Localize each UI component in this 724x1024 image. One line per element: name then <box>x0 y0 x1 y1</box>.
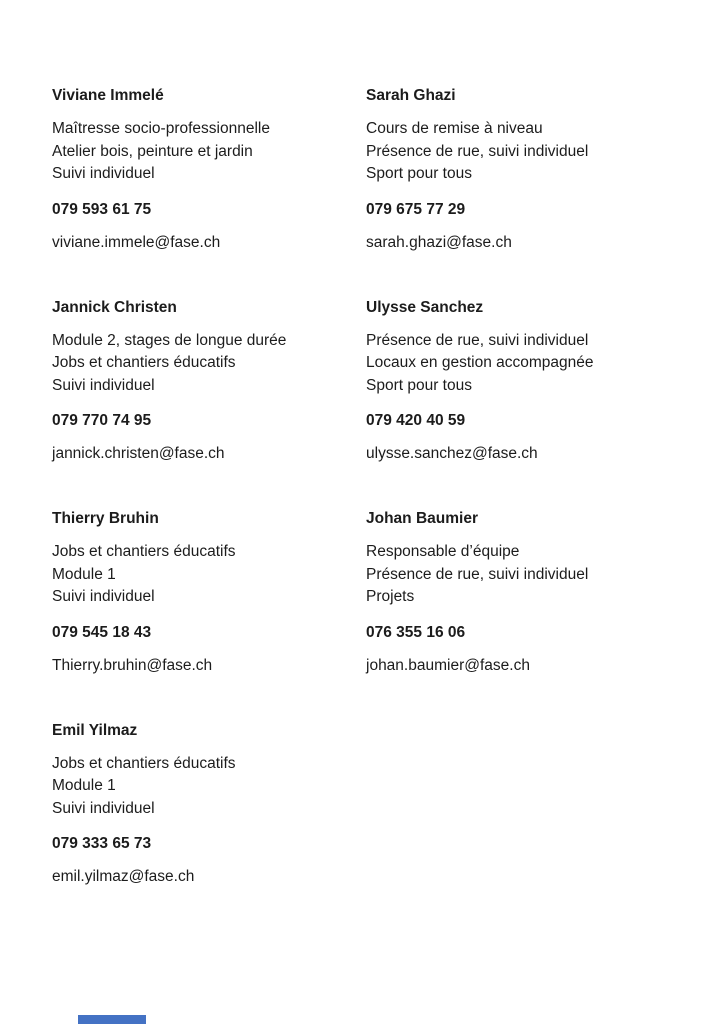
contact-role-line: Projets <box>366 588 415 605</box>
left-column <box>52 86 366 932</box>
contact-card <box>52 86 366 252</box>
contact-name: Jannick Christen <box>52 298 177 316</box>
contact-roles <box>52 753 366 821</box>
contact-email: viviane.immele@fase.ch <box>52 233 221 251</box>
contact-role-line: Suivi individuel <box>52 376 155 394</box>
contact-role-line: Présence de rue, suivi individuel <box>366 142 589 160</box>
contact-name: Sarah Ghazi <box>366 87 456 104</box>
contact-name: Thierry Bruhin <box>52 510 159 527</box>
contact-role-line: Module 1 <box>52 777 116 794</box>
contact-roles <box>366 118 694 186</box>
contact-role-line: Sport pour tous <box>366 376 472 394</box>
contact-phone: 079 545 18 43 <box>52 623 152 641</box>
contact-role-line: Présence de rue, suivi individuel <box>366 331 589 349</box>
contact-phone: 076 355 16 06 <box>366 623 466 641</box>
contact-email: ulysse.sanchez@fase.ch <box>366 445 538 462</box>
contact-role-line: Présence de rue, suivi individuel <box>366 565 589 583</box>
contact-email: sarah.ghazi@fase.ch <box>366 233 512 251</box>
contact-email: emil.yilmaz@fase.ch <box>52 868 195 885</box>
contact-roles <box>52 330 366 398</box>
contact-role-line: Locaux en gestion accompagnée <box>366 354 594 371</box>
contact-email: jannick.christen@fase.ch <box>52 445 225 462</box>
contact-name: Ulysse Sanchez <box>366 298 484 316</box>
contact-role-line: Cours de remise à niveau <box>366 120 543 137</box>
contact-card <box>366 86 694 252</box>
contact-roles <box>52 541 366 609</box>
contact-role-line: Sport pour tous <box>366 165 472 182</box>
contact-role-line: Suivi individuel <box>52 588 155 605</box>
contact-roles <box>366 541 694 609</box>
contact-phone: 079 333 65 73 <box>52 835 152 852</box>
contact-name: Viviane Immelé <box>52 87 164 104</box>
contact-role-line: Jobs et chantiers éducatifs <box>52 354 236 371</box>
contact-email: johan.baumier@fase.ch <box>366 656 530 674</box>
contact-role-line: Responsable d’équipe <box>366 543 520 560</box>
contact-role-line: Module 1 <box>52 565 116 583</box>
contact-phone: 079 420 40 59 <box>366 412 466 429</box>
contact-phone: 079 675 77 29 <box>366 200 466 218</box>
footer-bar <box>78 1015 146 1024</box>
contact-phone: 079 770 74 95 <box>52 412 152 429</box>
contact-roles <box>366 330 694 398</box>
contact-phone: 079 593 61 75 <box>52 200 152 218</box>
contact-name: Johan Baumier <box>366 510 478 527</box>
contact-role-line: Suivi individuel <box>52 165 155 182</box>
contact-card <box>52 721 366 887</box>
contact-card <box>52 298 366 464</box>
contact-card <box>366 298 694 464</box>
contact-email: Thierry.bruhin@fase.ch <box>52 656 213 674</box>
contact-name: Emil Yilmaz <box>52 721 138 739</box>
contact-role-line: Maîtresse socio-professionnelle <box>52 120 270 137</box>
right-column <box>366 86 694 721</box>
contact-card <box>366 509 694 675</box>
contact-role-line: Suivi individuel <box>52 799 155 817</box>
contact-columns <box>52 86 694 932</box>
contact-role-line: Atelier bois, peinture et jardin <box>52 142 253 160</box>
contact-role-line: Jobs et chantiers éducatifs <box>52 754 236 772</box>
contact-role-line: Jobs et chantiers éducatifs <box>52 543 236 560</box>
contact-card <box>52 509 366 675</box>
contact-role-line: Module 2, stages de longue durée <box>52 331 287 349</box>
contact-roles <box>52 118 366 186</box>
